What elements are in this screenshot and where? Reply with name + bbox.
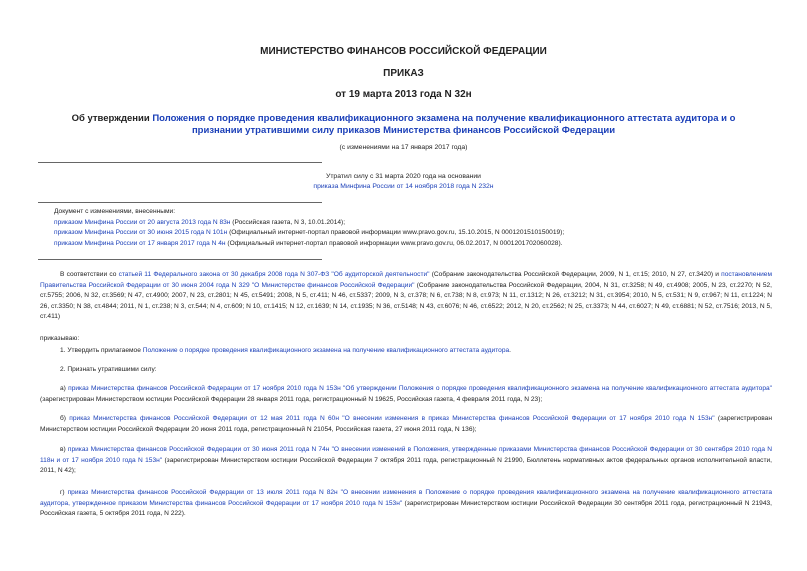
revision-note: (с изменениями на 17 января 2017 года) <box>339 144 468 151</box>
divider <box>38 259 322 260</box>
point-1: 1. Утвердить прилагаемое Положение о порядке проведения квалификационного экзамена на получение квалификационного аттестата аудитора. <box>60 347 512 354</box>
basis-paragraph: В соответствии со статьей 11 Федерального закона от 30 декабря 2008 года N 307-ФЗ "Об аудиторской деятельности" (Собрание законодательства Российской Федерации, 2009, N 1, ст.15; 2010, N 27, ст.3420) и постановлением Правительства Российской Федерации от 30 июня 2004 года N 329 "О Министерстве финансов Российской Федерации" (Собрание законодательства Российской Федерации, 2004, N 31, ст.3258; N 49, ст.4908; 2005, N 23, ст.2270; N 52, ст.5755; 2006, N 32, ст.3569; N 47, ст.4900; 2007, N 23, ст.2801; N 45, ст.5491; 2008, N 5, ст.411; N 46, ст.5337; 2009, N 3, ст.378; N 6, ст.738; N 8, ст.973; N 11, ст.1312; N 26, ст.3212; N 31, ст.3954; 2010, N 5, ст.531; N 9, ст.967; N 11, ст.1224; N 26, ст.3350; N 38, ст.4844; 2011, N 1, ст.238; N 3, ст.544; N 4, ст.609; N 10, ст.1415; N 12, ст.1639; N 14, ст.1935; N 36, ст.5148; N 43, ст.6076; N 46, ст.6522; 2012, N 20, ст.2562; N 25, ст.3373; N 44, ст.6027; N 49, ст.6881; N 52, ст.7516; 2013, N 5, ст.411) <box>40 271 773 320</box>
divider <box>38 162 322 163</box>
resolution-link[interactable]: постановлением Правительства Российской Федерации от 30 июня 2004 года N 329 "О Министерстве финансов Российской Федерации" <box>40 271 772 289</box>
title-prefix: Об утверждении <box>71 113 153 124</box>
repealed-link[interactable]: приказ Министерства финансов Российской Федерации от 13 июля 2011 года N 82н "О внесении изменения в Положение о порядке проведения квалификационного экзамена на получение квалификационного аттестата аудитора, утвержденное приказом Министерства финансов Российской Федерации от 17 ноября 2010 года N 153н" <box>40 489 773 507</box>
title-link[interactable]: Положения о порядке проведения квалификационного экзамена на получение квалификационного аттестата аудитора и о признании утратившими силу приказов Министерства финансов Российской Федерации <box>152 113 736 136</box>
expired-text: Утратил силу с 31 марта 2020 года на основании <box>326 173 481 180</box>
changes-heading: Документ с изменениями, внесенными: <box>54 208 176 215</box>
law-link[interactable]: статьей 11 Федерального закона от 30 декабря 2008 года N 307-ФЗ "Об аудиторской деятельности" <box>118 271 430 278</box>
change-link[interactable]: приказом Минфина России от 20 августа 2013 года N 83н <box>54 218 231 226</box>
expired-link[interactable]: приказа Минфина России от 14 ноября 2018 года N 232н <box>313 183 494 191</box>
expired-note <box>40 172 767 193</box>
order-word: приказываю: <box>40 335 80 342</box>
change-item: приказом Минфина России от 20 августа 2013 года N 83н (Российская газета, N 3, 10.01.2014); <box>54 218 346 226</box>
change-link[interactable]: приказом Минфина России от 30 июня 2015 года N 101н <box>54 229 228 236</box>
ministry-heading: МИНИСТЕРСТВО ФИНАНСОВ РОССИЙСКОЙ ФЕДЕРАЦИИ <box>260 46 547 57</box>
repealed-item: в) приказ Министерства финансов Российской Федерации от 30 июня 2011 года N 74н "О внесении изменений в Положения, утвержденные приказами Министерства финансов Российской Федерации от 30 сентября 2010 года N 118н и от 17 ноября 2010 года N 153н" (зарегистрирован Министерством юстиции Российской Федерации 7 октября 2011 года, регистрационный N 21990, Бюллетень нормативных актов федеральных органов исполнительной власти, 2011, N 42); <box>40 446 772 474</box>
repealed-link[interactable]: приказ Министерства финансов Российской Федерации от 17 ноября 2010 года N 153н "Об утверждении Положения о порядке проведения квалификационного экзамена на получение квалификационного аттестата аудитора" <box>68 385 772 392</box>
order-heading: ПРИКАЗ <box>383 68 424 79</box>
change-link[interactable]: приказом Минфина России от 17 января 2017 года N 4н <box>54 239 226 247</box>
document-title <box>60 113 747 137</box>
divider <box>38 202 322 203</box>
repealed-link[interactable]: приказ Министерства финансов Российской Федерации от 12 мая 2011 года N 60н "О внесении изменения в приказ Министерства финансов Российской Федерации от 17 ноября 2010 года N 153н" <box>69 415 715 422</box>
repealed-link[interactable]: приказ Министерства финансов Российской Федерации от 30 июня 2011 года N 74н "О внесении изменений в Положения, утвержденные приказами Министерства финансов Российской Федерации от 30 сентября 2010 года N 118н и от 17 ноября 2010 года N 153н" <box>40 446 772 464</box>
change-item: приказом Минфина России от 30 июня 2015 года N 101н (Официальный интернет-портал правовой информации www.pravo.gov.ru, 15.10.2015, N 0001201510150019); <box>54 229 565 236</box>
repealed-item: а) приказ Министерства финансов Российской Федерации от 17 ноября 2010 года N 153н "Об утверждении Положения о порядке проведения квалификационного экзамена на получение квалификационного аттестата аудитора" (зарегистрирован Министерством юстиции Российской Федерации 28 января 2011 года, регистрационный N 19625, Российская газета, 4 февраля 2011 года, N 23); <box>40 385 772 403</box>
change-item: приказом Минфина России от 17 января 2017 года N 4н (Официальный интернет-портал правовой информации www.pravo.gov.ru, 06.02.2017, N 0001201702060028). <box>54 239 563 247</box>
changes-list <box>54 207 772 249</box>
repealed-item: б) приказ Министерства финансов Российской Федерации от 12 мая 2011 года N 60н "О внесении изменения в приказ Министерства финансов Российской Федерации от 17 ноября 2010 года N 153н" (зарегистрирован Министерством юстиции Российской Федерации 20 июня 2011 года, регистрационный N 21054, Российская газета, 27 июня 2011 года, N 136); <box>40 415 772 433</box>
point-2: 2. Признать утратившими силу: <box>60 366 157 373</box>
order-date: от 19 марта 2013 года N 32н <box>335 89 472 100</box>
regulation-link[interactable]: Положение о порядке проведения квалификационного экзамена на получение квалификационного аттестата аудитора <box>142 347 510 354</box>
repealed-item: г) приказ Министерства финансов Российской Федерации от 13 июля 2011 года N 82н "О внесении изменения в Положение о порядке проведения квалификационного экзамена на получение квалификационного аттестата аудитора, утвержденное приказом Министерства финансов Российской Федерации от 17 ноября 2010 года N 153н" (зарегистрирован Министерством юстиции Российской Федерации 30 сентября 2011 года, регистрационный N 21943, Российская газета, 5 октября 2011 года, N 222). <box>40 489 773 517</box>
